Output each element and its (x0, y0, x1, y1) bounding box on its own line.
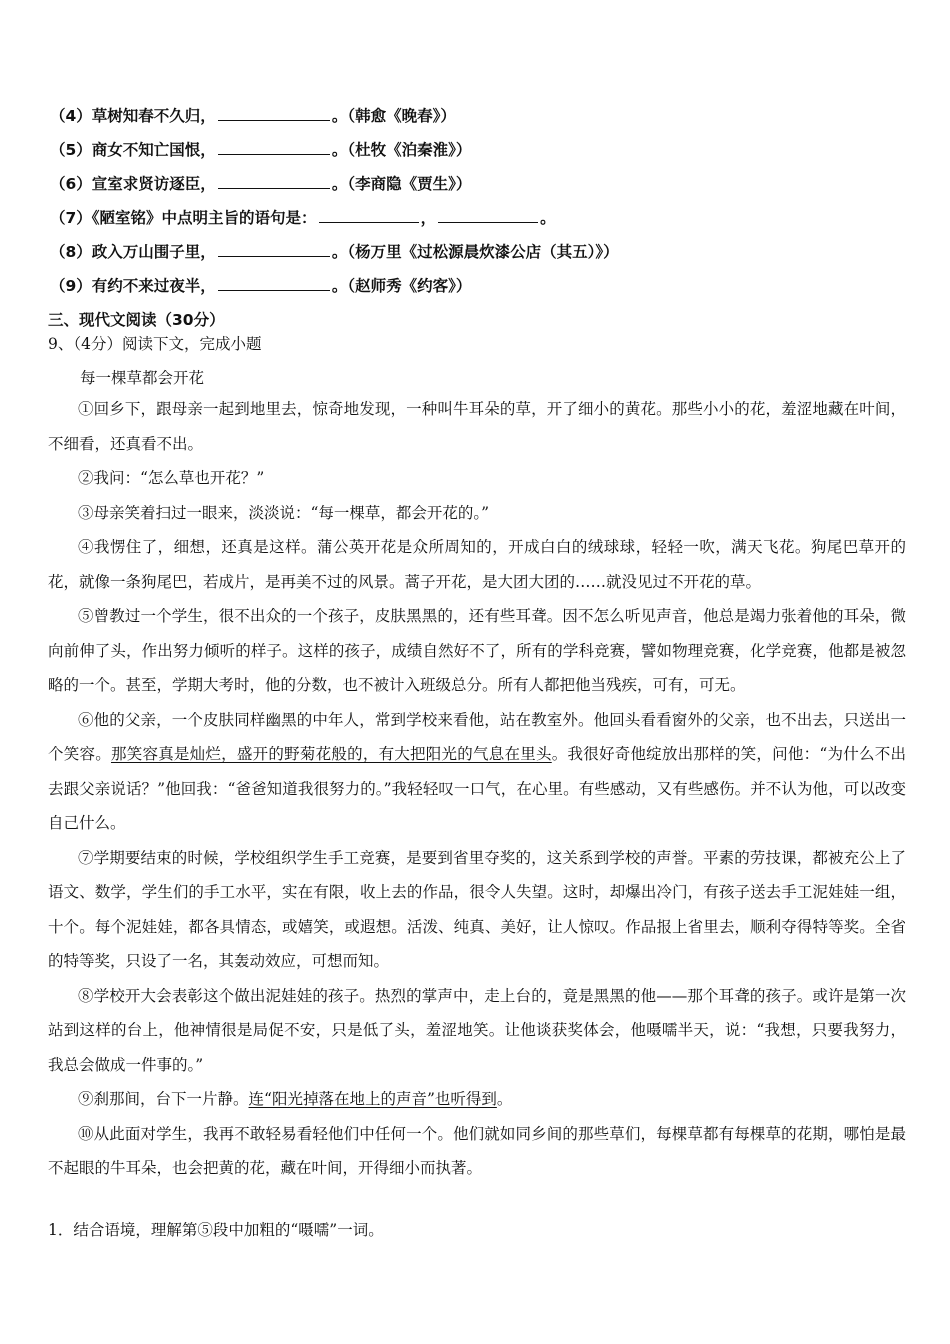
fill-in-item (50, 206, 556, 228)
paragraph-6-start: ⑥他的父亲，一个皮肤同样幽黑的中年人，常到学校来看他，站在教室外。他回头看看窗外的父亲，也不出去，只送出一个笑容。 (48, 710, 906, 763)
item-number: （4） (50, 107, 92, 125)
answer-blank[interactable] (319, 221, 419, 223)
fill-in-item (50, 104, 456, 126)
answer-blank[interactable] (218, 255, 330, 257)
fill-in-item (50, 138, 471, 160)
sub-question: 1．结合语境，理解第⑤段中加粗的“嗫嚅”一词。 (48, 1221, 384, 1239)
fill-in-item (50, 172, 471, 194)
underlined-sentence: 那笑容真是灿烂，盛开的野菊花般的，有大把阳光的气息在里头 (110, 745, 552, 763)
item-prompt: 商女不知亡国恨， (91, 141, 216, 159)
paragraph-9-start: ⑨刹那间，台下一片静。 (78, 1090, 249, 1108)
paragraph-9 (48, 1082, 906, 1117)
answer-blank[interactable] (218, 153, 330, 155)
item-number: （5） (50, 141, 92, 159)
item-prompt: 宣室求贤访逐臣， (91, 175, 216, 193)
passage-body (48, 392, 906, 1186)
item-prompt: 草树知春不久归， (91, 107, 216, 125)
paragraph-2: ②我问：“怎么草也开花？” (78, 469, 265, 487)
paragraph-7: ⑦学期要结束的时候，学校组织学生手工竞赛，是要到省里夺奖的，这关系到学校的声誉。平素的劳技课，都被充公上了语文、数学，学生们的手工水平，实在有限，收上去的作品，很令人失望。这时，却爆出冷门，有孩子送去手工泥娃娃一组，十个。每个泥娃娃，都各具情态，或嬉笑，或遐想。活泼、纯真、美好，让人惊叹。作品报上省里去，顺利夺得特等奖。全省的特等奖，只设了一名，其轰动效应，可想而知。 (48, 848, 906, 970)
underlined-sentence: 连“阳光掉落在地上的声音”也听得到 (248, 1090, 497, 1108)
item-source: 。（杨万里《过松源晨炊漆公店（其五）》） (331, 243, 619, 261)
section-title: 三、现代文阅读（30分） (48, 311, 225, 329)
paragraph-9-end: 。 (496, 1090, 513, 1108)
item-source: 。（韩愈《晚春》） (331, 107, 456, 125)
paragraph-5: ⑤曾教过一个学生，很不出众的一个孩子，皮肤黑黑的，还有些耳聋。因不怎么听见声音，他总是竭力张着他的耳朵，微向前伸了头，作出努力倾听的样子。这样的孩子，成绩自然好不了，所有的学科竞赛，譬如物理竞赛，化学竞赛，他都是被忽略的一个。甚至，学期大考时，他的分数，也不被计入班级总分。所有人都把他当残疾，可有，可无。 (48, 607, 906, 694)
paragraph-6-end: 。我很好奇他绽放出那样的笑，问他：“为什么不出去跟父亲说话？”他回我：“爸爸知道我很努力的。”我轻轻叹一口气，在心里。有些感动，又有些感伤。并不认为他，可以改变自己什么。 (48, 745, 906, 832)
item-separator: ， (420, 209, 437, 227)
paragraph-3: ③母亲笑着扫过一眼来，淡淡说：“每一棵草，都会开花的。” (78, 503, 490, 522)
answer-blank[interactable] (218, 187, 330, 189)
item-prompt: 政入万山围子里， (91, 243, 216, 261)
answer-blank[interactable] (218, 119, 330, 121)
paragraph-1: ①回乡下，跟母亲一起到地里去，惊奇地发现，一种叫牛耳朵的草，开了细小的黄花。那些小小的花，羞涩地藏在叶间，不细看，还真看不出。 (48, 400, 906, 453)
paragraph-6 (48, 703, 906, 841)
item-prompt: 《陋室铭》中点明主旨的语句是： (91, 209, 317, 227)
item-number: （7） (50, 209, 92, 227)
answer-blank[interactable] (438, 221, 538, 223)
item-source: 。（赵师秀《约客》） (331, 277, 472, 295)
item-prompt: 有约不来过夜半， (91, 277, 216, 295)
item-source: 。（杜牧《泊秦淮》） (331, 141, 472, 159)
item-source: 。（李商隐《贾生》） (331, 175, 472, 193)
answer-blank[interactable] (218, 289, 330, 291)
item-number: （9） (50, 277, 92, 295)
paragraph-4: ④我愣住了，细想，还真是这样。蒲公英开花是众所周知的，开成白白的绒球球，轻轻一吹，满天飞花。狗尾巴草开的花，就像一条狗尾巴，若成片，是再美不过的风景。蒿子开花，是大团大团的……就没见过不开花的草。 (48, 538, 906, 591)
item-end: 。 (540, 209, 556, 227)
item-number: （8） (50, 243, 92, 261)
item-number: （6） (50, 175, 92, 193)
paragraph-10: ⑩从此面对学生，我再不敢轻易看轻他们中任何一个。他们就如同乡间的那些草们，每棵草都有每棵草的花期，哪怕是最不起眼的牛耳朵，也会把黄的花，藏在叶间，开得细小而执著。 (48, 1124, 906, 1177)
fill-in-item (50, 240, 619, 262)
question-header: 9、（4分）阅读下文，完成小题 (48, 335, 262, 353)
fill-in-item (50, 274, 471, 296)
passage-title: 每一棵草都会开花 (80, 369, 205, 387)
paragraph-8: ⑧学校开大会表彰这个做出泥娃娃的孩子。热烈的掌声中，走上台的，竟是黑黑的他——那个耳聋的孩子。或许是第一次站到这样的台上，他神情很是局促不安，只是低了头，羞涩地笑。让他谈获奖体会，他嗫嚅半天，说：“我想，只要我努力，我总会做成一件事的。” (48, 986, 906, 1074)
